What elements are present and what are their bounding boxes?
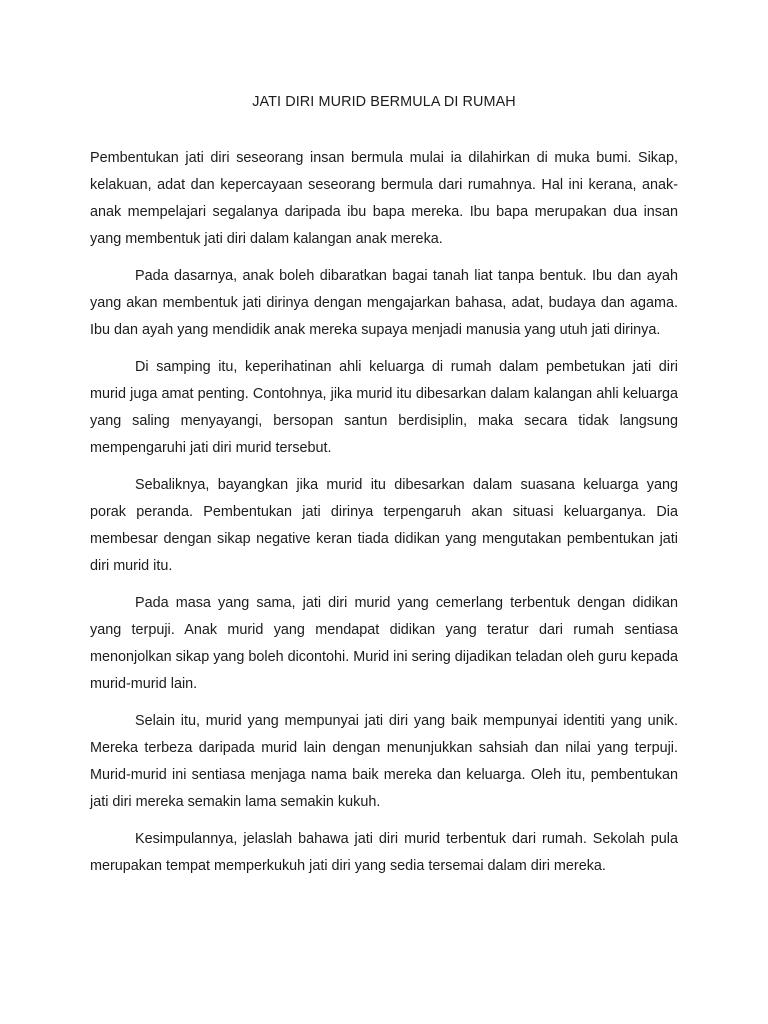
paragraph-body: Sebaliknya, bayangkan jika murid itu dibesarkan dalam suasana keluarga yang porak peranda. Pembentukan jati dirinya terpengaruh akan situasi keluarganya. Dia membesar dengan sikap negative keran tiada didikan yang mengutakan pembentukan jati diri murid itu. xyxy=(90,477,678,574)
paragraph-body: Pada dasarnya, anak boleh dibaratkan bagai tanah liat tanpa bentuk. Ibu dan ayah yang akan membentuk jati dirinya dengan mengajarkan bahasa, adat, budaya dan agama. Ibu dan ayah yang mendidik anak mereka supaya menjadi manusia yang utuh jati dirinya. xyxy=(90,268,678,338)
paragraph-body: Selain itu, murid yang mempunyai jati diri yang baik mempunyai identiti yang unik. Mereka terbeza daripada murid lain dengan menunjukkan sahsiah dan nilai yang terpuji. Murid-murid ini sentiasa menjaga nama baik mereka dan keluarga. Oleh itu, pembentukan jati diri mereka semakin lama semakin kukuh. xyxy=(90,713,678,810)
paragraph-body: Di samping itu, keperihatinan ahli keluarga di rumah dalam pembetukan jati diri murid juga amat penting. Contohnya, jika murid itu dibesarkan dalam kalangan ahli keluarga yang saling menyayangi, bersopan santun berdisiplin, maka secara tidak langsung mempengaruhi jati diri murid tersebut. xyxy=(90,359,678,456)
paragraph-conclusion: Kesimpulannya, jelaslah bahawa jati diri murid terbentuk dari rumah. Sekolah pula merupakan tempat memperkukuh jati diri yang sedia tersemai dalam diri mereka. xyxy=(90,831,678,874)
paragraph-introduction: Pembentukan jati diri seseorang insan bermula mulai ia dilahirkan di muka bumi. Sikap, kelakuan, adat dan kepercayaan seseorang bermula dari rumahnya. Hal ini kerana, anak-anak mempelajari segalanya daripada ibu bapa mereka. Ibu bapa merupakan dua insan yang membentuk jati diri dalam kalangan anak mereka. xyxy=(90,150,678,247)
paragraph-body: Pada masa yang sama, jati diri murid yang cemerlang terbentuk dengan didikan yang terpuji. Anak murid yang mendapat didikan yang teratur dari rumah sentiasa menonjolkan sikap yang boleh dicontohi. Murid ini sering dijadikan teladan oleh guru kepada murid-murid lain. xyxy=(90,595,679,692)
document-title: JATI DIRI MURID BERMULA DI RUMAH xyxy=(252,94,516,110)
